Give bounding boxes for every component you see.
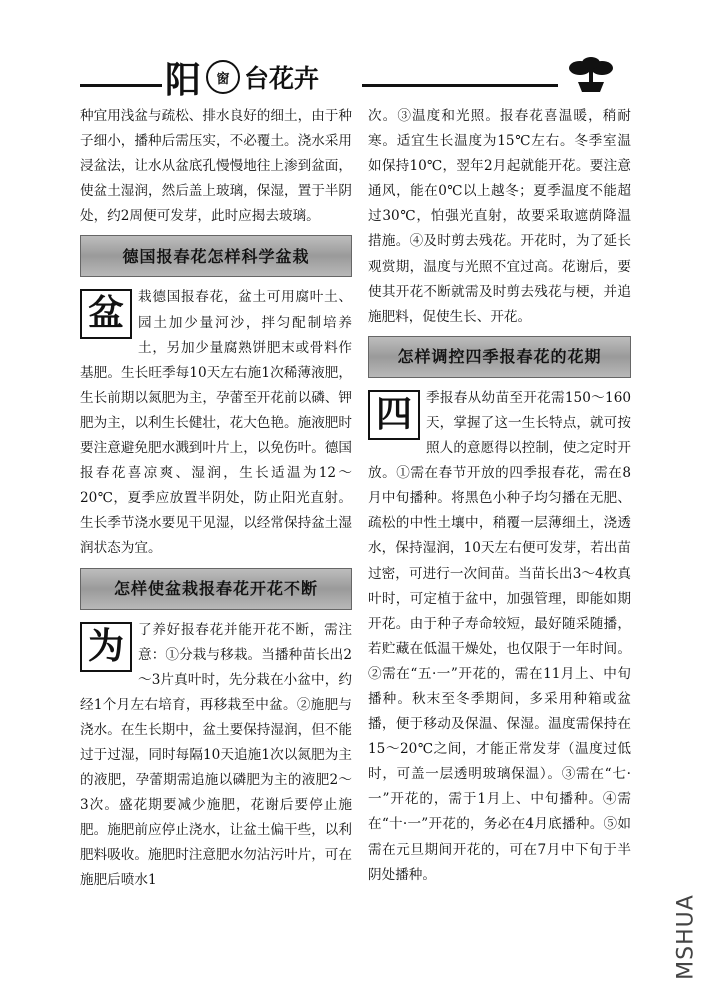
left-column — [80, 104, 352, 894]
right-column — [368, 104, 631, 888]
drop-cap: 为 — [80, 622, 132, 672]
header-rule-right — [362, 84, 558, 87]
body-text: 栽德国报春花，盆土可用腐叶土、园土加少量河沙，拌匀配制培养土，另加少量腐熟饼肥末或骨料作基肥。生长旺季每10天左右施1次稀薄液肥，生长前期以氮肥为主，孕蕾至开花前以磷、钾肥为主，以利生长健壮，花大色艳。施液肥时要注意避免肥水溅到叶片上，以免伤叶。德国报春花喜凉爽、湿润，生长适温为12～20℃，夏季应放置半阴处，防止阳光直射。生长季节浇水要见干见湿，以经常保持盆土湿润状态为宜。 — [80, 289, 352, 557]
section-heading-continuous-bloom: 怎样使盆栽报春花开花不断 — [80, 568, 352, 610]
body-text: 了养好报春花并能开花不断，需注意：①分栽与移栽。当播种苗长出2～3片真叶时，先分栽在小盆中，约经1个月左右培育，再移栽至中盆。②施肥与浇水。在生长期中，盆土要保持湿润，但不能过于过湿，同时每隔10天追施1次以氮肥为主的液肥，孕蕾期需追施以磷肥为主的液肥2～3次。盛花期要减少施肥，花谢后要停止施肥。施肥前应停止浇水，让盆土偏干些，以利肥料吸收。施肥时注意肥水勿沾污叶片，可在施肥后喷水1 — [80, 621, 352, 889]
intro-paragraph: 种宜用浅盆与疏松、排水良好的细土，由于种子细小，播种后需压实，不必覆土。浇水采用浸盆法，让水从盆底孔慢慢地往上渗到盆面，使盆土湿润，然后盖上玻璃，保湿，置于半阴处，约2周便可发芽，此时应揭去玻璃。 — [80, 108, 352, 225]
title-emblem: 窗 — [206, 60, 240, 94]
section-body-flowering-control — [368, 386, 631, 888]
drop-cap: 盆 — [80, 289, 132, 339]
section-body-continuous-bloom — [80, 618, 352, 894]
section-heading-german-primrose: 德国报春花怎样科学盆栽 — [80, 235, 352, 277]
header-rule-left — [80, 84, 162, 87]
title-char: 阳 — [165, 59, 203, 101]
column-title — [165, 52, 319, 102]
title-rest: 台花卉 — [244, 64, 320, 93]
continued-paragraph: 次。③温度和光照。报春花喜温暖，稍耐寒。适宜生长温度为15℃左右。冬季室温如保持10℃，翌年2月起就能开花。要注意通风，能在0℃以上越冬；夏季温度不能超过30℃，怕强光直射，故要采取遮荫降温措施。④及时剪去残花。开花时，为了延长观赏期，温度与光照不宜过高。花谢后，要使其开花不断就需及时剪去残花与梗，并追施肥料，促使生长、开花。 — [368, 108, 631, 325]
body-text: 季报春从幼苗至开花需150～160天，掌握了这一生长特点，就可按照人的意愿得以控制，使之定时开放。①需在春节开放的四季报春花，需在8月中旬播种。将黑色小种子均匀播在无肥、疏松的中性土壤中，稍覆一层薄细土，浇透水，保持湿润，10天左右便可发芽，若出苗过密，可进行一次间苗。当苗长出3～4枚真叶时，可定植于盆中，加强管理，即能如期开花。由于种子寿命较短，最好随采随播，若贮藏在低温干燥处，也仅限于一年时间。②需在“五·一”开花的，需在11月上、中旬播种。秋末至冬季期间，多采用种箱或盆播，便于移动及保温、保湿。温度需保持在15～20℃之间，才能正常发芽（温度过低时，可盖一层透明玻璃保温）。③需在“七·一”开花的，需于1月上、中旬播种。④需在“十·一”开花的，务必在4月底播种。⑤如需在元旦期间开花的，可在7月中下旬于半阴处播种。 — [368, 389, 631, 883]
section-body-german-primrose — [80, 285, 352, 561]
plant-icon — [566, 56, 616, 94]
drop-cap: 四 — [368, 390, 420, 440]
watermark — [672, 882, 700, 992]
page-header — [0, 0, 708, 118]
watermark-text: MSHUA — [673, 894, 699, 980]
section-heading-flowering-control: 怎样调控四季报春花的花期 — [368, 336, 631, 378]
